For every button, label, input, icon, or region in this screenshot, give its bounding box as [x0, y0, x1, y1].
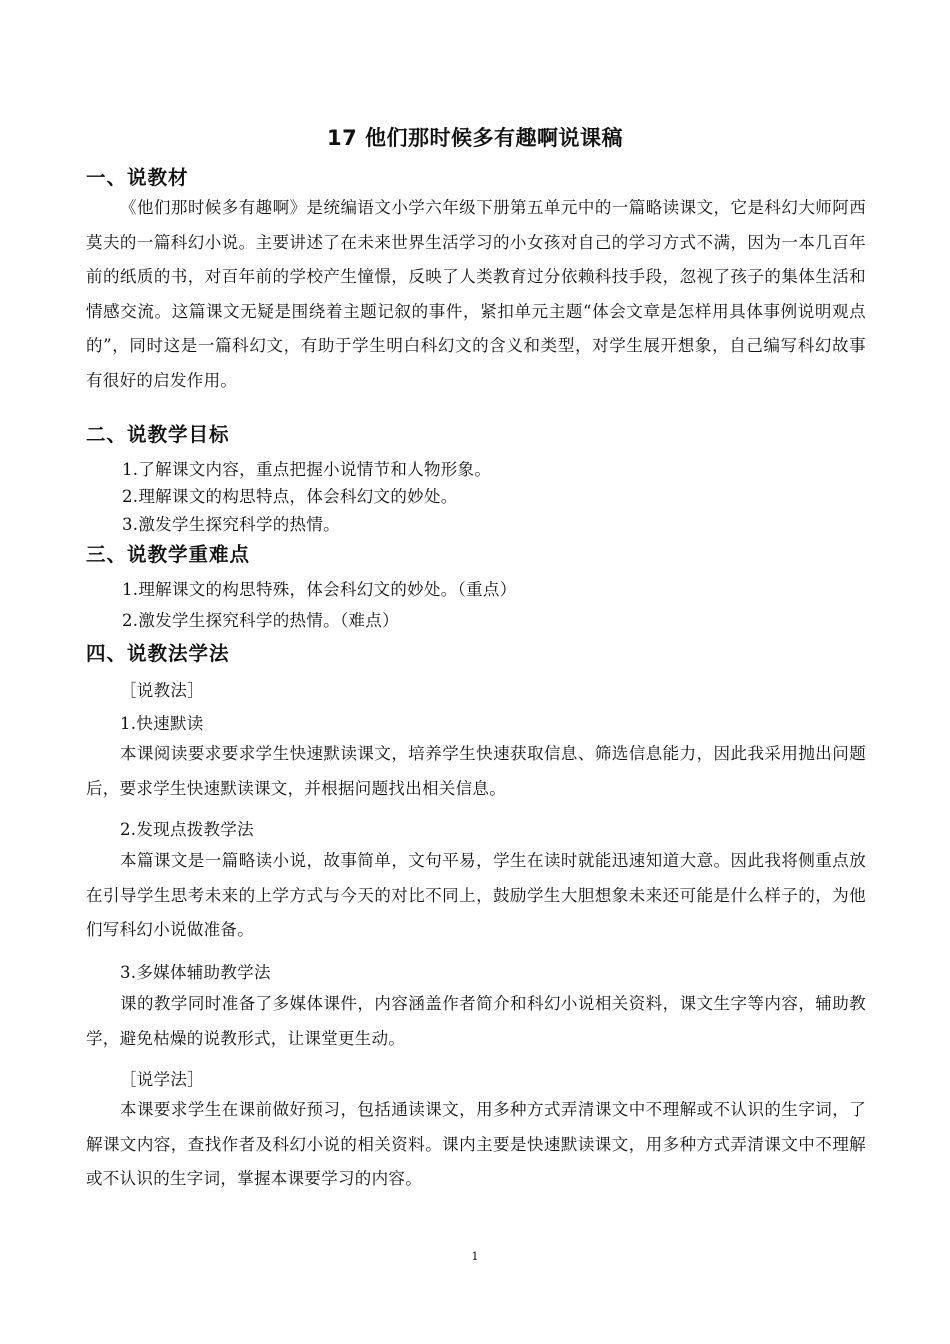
document-title: 17 他们那时候多有趣啊说课稿 [326, 126, 624, 150]
section-heading-key-points: 三、说教学重难点 [86, 543, 251, 566]
goal-item: 1.了解课文内容，重点把握小说情节和人物形象。 [122, 460, 492, 479]
section-heading-goals: 二、说教学目标 [86, 423, 230, 446]
page-number: 1 [471, 1250, 479, 1263]
method-paragraph: 课的教学同时准备了多媒体课件，内容涵盖作者简介和科幻小说相关资料，课文生字等内容，辅助教学，避免枯燥的说教形式，让课堂更生动。 [86, 994, 866, 1048]
method-paragraph: 本篇课文是一篇略读小说，故事简单，文句平易，学生在读时就能迅速知道大意。因此我将侧重点放在引导学生思考未来的上学方式与今天的对比不同上，鼓励学生大胆想象未来还可能是什么样子的，为他们写科幻小说做准备。 [86, 851, 866, 939]
method-title: 3.多媒体辅助教学法 [120, 963, 271, 982]
section-heading-methods: 四、说教法学法 [86, 642, 230, 665]
key-point-item: 1.理解课文的构思特殊，体会科幻文的妙处。（重点） [122, 580, 517, 599]
goal-item: 3.激发学生探究科学的热情。 [122, 515, 340, 534]
learning-paragraph: 本课要求学生在课前做好预习，包括通读课文，用多种方式弄清课文中不理解或不认识的生字词，了解课文内容，查找作者及科幻小说的相关资料。课内主要是快速默读课文，用多种方式弄清课文中不理解或不认识的生字词，掌握本课要学习的内容。 [86, 1100, 866, 1188]
method-title: 2.发现点拨教学法 [120, 820, 254, 839]
method-paragraph: 本课阅读要求要求学生快速默读课文，培养学生快速获取信息、筛选信息能力，因此我采用抛出问题后，要求学生快速默读课文，并根据问题找出相关信息。 [86, 744, 866, 798]
learning-method-label: ［说学法］ [120, 1070, 204, 1089]
goal-item: 2.理解课文的构思特点，体会科幻文的妙处。 [122, 487, 458, 506]
teaching-method-label: ［说教法］ [120, 681, 204, 700]
section-paragraph-textbook: 《他们那时候多有趣啊》是统编语文小学六年级下册第五单元中的一篇略读课文，它是科幻大师阿西莫夫的一篇科幻小说。主要讲述了在未来世界生活学习的小女孩对自己的学习方式不满，因为一本几百年前的纸质的书，对百年前的学校产生憧憬，反映了人类教育过分依赖科技手段，忽视了孩子的集体生活和情感交流。这篇课文无疑是围绕着主题记叙的事件，紧扣单元主题“体会文章是怎样用具体事例说明观点的”，同时这是一篇科幻文，有助于学生明白科幻文的含义和类型，对学生展开想象，自己编写科幻故事有很好的启发作用。 [86, 198, 866, 390]
key-point-item: 2.激发学生探究科学的热情。（难点） [122, 611, 399, 630]
section-heading-textbook: 一、说教材 [86, 166, 189, 189]
method-title: 1.快速默读 [120, 714, 204, 733]
